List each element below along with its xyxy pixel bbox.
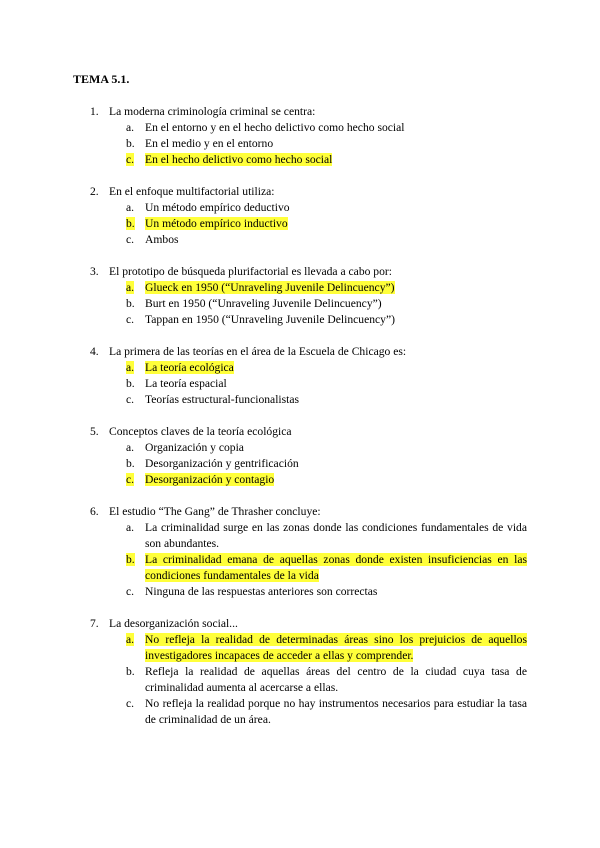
option-text-content: La criminalidad emana de aquellas zonas donde existen insuficiencias en las condiciones fundamentales de la vida: [145, 553, 527, 582]
option-text-content: Ninguna de las respuestas anteriores son correctas: [145, 585, 378, 598]
option-letter-text: a.: [126, 441, 135, 454]
option-letter-text: c.: [126, 585, 135, 598]
question-text: La primera de las teorías en el área de la Escuela de Chicago es:: [109, 345, 407, 358]
answer-option: [0, 392, 600, 408]
option-text: [145, 440, 527, 456]
option-list: [0, 200, 600, 248]
option-text: [145, 456, 527, 472]
option-letter-text: b.: [126, 377, 135, 390]
option-text: [145, 312, 527, 328]
question-header: [0, 104, 600, 120]
answer-option: [0, 312, 600, 328]
option-letter: [126, 216, 135, 232]
option-text-content: Glueck en 1950 (“Unraveling Juvenile Delincuency”): [145, 281, 395, 294]
highlighted-answer-option: [0, 632, 600, 664]
option-text: [145, 632, 527, 664]
option-text-content: Tappan en 1950 (“Unraveling Juvenile Delincuency”): [145, 313, 395, 326]
option-text-content: Teorías estructural-funcionalistas: [145, 393, 300, 406]
option-text: [145, 520, 527, 552]
option-text: [145, 200, 527, 216]
option-letter: [126, 664, 135, 680]
option-text: [145, 136, 527, 152]
question-item: [0, 184, 600, 248]
option-letter-text: b.: [126, 665, 135, 678]
option-letter: [126, 440, 134, 456]
option-letter-text: b.: [126, 553, 135, 566]
highlighted-answer-option: [0, 216, 600, 232]
option-text: [145, 360, 527, 376]
option-text: [145, 696, 527, 728]
question-number: 7.: [90, 617, 99, 630]
option-letter: [126, 376, 135, 392]
question-number: 3.: [90, 265, 99, 278]
option-letter: [126, 136, 135, 152]
answer-option: [0, 296, 600, 312]
option-letter-text: c.: [126, 313, 135, 326]
question-text: En el enfoque multifactorial utiliza:: [109, 185, 275, 198]
option-letter-text: c.: [126, 473, 135, 486]
page-title: TEMA 5.1.: [73, 72, 130, 86]
option-letter-text: a.: [126, 121, 135, 134]
option-text-content: Un método empírico deductivo: [145, 201, 290, 214]
option-text: [145, 232, 527, 248]
option-letter-text: c.: [126, 393, 135, 406]
option-letter: [126, 200, 134, 216]
highlighted-answer-option: [0, 152, 600, 168]
option-text-content: En el entorno y en el hecho delictivo como hecho social: [145, 121, 405, 134]
option-text: [145, 216, 527, 232]
option-text-content: Desorganización y contagio: [145, 473, 275, 486]
option-text-content: Ambos: [145, 233, 179, 246]
option-list: [0, 120, 600, 168]
question-number: 2.: [90, 185, 99, 198]
option-text-content: No refleja la realidad porque no hay instrumentos necesarios para estudiar la tasa de criminalidad de un área.: [145, 697, 527, 726]
question-item: [0, 424, 600, 488]
option-list: [0, 280, 600, 328]
option-letter-text: a.: [126, 201, 135, 214]
option-text-content: Burt en 1950 (“Unraveling Juvenile Delincuency”): [145, 297, 382, 310]
option-text-content: Organización y copia: [145, 441, 244, 454]
question-number: 6.: [90, 505, 99, 518]
option-letter: [126, 632, 134, 648]
answer-option: [0, 200, 600, 216]
option-letter: [126, 392, 134, 408]
answer-option: [0, 456, 600, 472]
option-text: [145, 472, 527, 488]
option-text: [145, 120, 527, 136]
question-number: 5.: [90, 425, 99, 438]
option-list: [0, 360, 600, 408]
question-text: El estudio “The Gang” de Thrasher concluye:: [109, 505, 321, 518]
question-header: [0, 616, 600, 632]
option-text-content: Desorganización y gentrificación: [145, 457, 299, 470]
option-text-content: En el medio y en el entorno: [145, 137, 274, 150]
option-list: [0, 520, 600, 600]
question-text: La moderna criminología criminal se centra:: [109, 105, 316, 118]
option-letter: [126, 152, 134, 168]
option-text-content: La teoría espacial: [145, 377, 227, 390]
option-letter-text: a.: [126, 633, 135, 646]
option-list: [0, 632, 600, 728]
option-text: [145, 664, 527, 696]
question-item: [0, 344, 600, 408]
option-letter-text: b.: [126, 297, 135, 310]
option-text: [145, 376, 527, 392]
option-letter: [126, 696, 134, 712]
option-list: [0, 440, 600, 488]
option-letter-text: b.: [126, 457, 135, 470]
option-letter: [126, 360, 134, 376]
highlighted-answer-option: [0, 280, 600, 296]
option-text-content: Refleja la realidad de aquellas áreas del centro de la ciudad cuya tasa de criminalidad aumenta al acercarse a ellas.: [145, 665, 527, 694]
answer-option: [0, 232, 600, 248]
highlighted-answer-option: [0, 360, 600, 376]
answer-option: [0, 376, 600, 392]
option-letter: [126, 312, 134, 328]
option-letter: [126, 584, 134, 600]
question-text: La desorganización social...: [109, 617, 238, 630]
option-text-content: Un método empírico inductivo: [145, 217, 288, 230]
question-header: [0, 264, 600, 280]
question-text: El prototipo de búsqueda plurifactorial es llevada a cabo por:: [109, 265, 392, 278]
question-list: [0, 104, 600, 744]
option-text: [145, 152, 527, 168]
answer-option: [0, 520, 600, 552]
option-text-content: No refleja la realidad de determinadas áreas sino los prejuicios de aquellos investigadores incapaces de acceder a ellas y comprender.: [145, 633, 527, 662]
option-letter-text: b.: [126, 137, 135, 150]
option-letter-text: b.: [126, 217, 135, 230]
option-text: [145, 280, 527, 296]
question-header: [0, 344, 600, 360]
highlighted-answer-option: [0, 472, 600, 488]
answer-option: [0, 120, 600, 136]
question-header: [0, 184, 600, 200]
option-letter-text: c.: [126, 233, 135, 246]
option-letter-text: a.: [126, 281, 135, 294]
option-letter: [126, 520, 134, 536]
answer-option: [0, 696, 600, 728]
option-letter-text: c.: [126, 153, 135, 166]
question-header: [0, 424, 600, 440]
question-item: [0, 264, 600, 328]
option-letter-text: a.: [126, 521, 135, 534]
option-letter: [126, 120, 134, 136]
question-item: [0, 504, 600, 600]
answer-option: [0, 136, 600, 152]
answer-option: [0, 440, 600, 456]
option-letter: [126, 232, 134, 248]
option-text-content: La criminalidad surge en las zonas donde las condiciones fundamentales de vida son abundantes.: [145, 521, 527, 550]
question-item: [0, 104, 600, 168]
option-letter: [126, 456, 135, 472]
question-header: [0, 504, 600, 520]
highlighted-answer-option: [0, 552, 600, 584]
option-letter: [126, 552, 135, 568]
option-text: [145, 552, 527, 584]
option-text: [145, 584, 527, 600]
answer-option: [0, 584, 600, 600]
answer-option: [0, 664, 600, 696]
option-text-content: En el hecho delictivo como hecho social: [145, 153, 333, 166]
option-text: [145, 392, 527, 408]
option-letter: [126, 472, 134, 488]
option-letter-text: c.: [126, 697, 135, 710]
option-text-content: La teoría ecológica: [145, 361, 234, 374]
question-number: 4.: [90, 345, 99, 358]
option-letter-text: a.: [126, 361, 135, 374]
option-letter: [126, 296, 135, 312]
option-letter: [126, 280, 134, 296]
question-text: Conceptos claves de la teoría ecológica: [109, 425, 292, 438]
option-text: [145, 296, 527, 312]
question-item: [0, 616, 600, 728]
question-number: 1.: [90, 105, 99, 118]
